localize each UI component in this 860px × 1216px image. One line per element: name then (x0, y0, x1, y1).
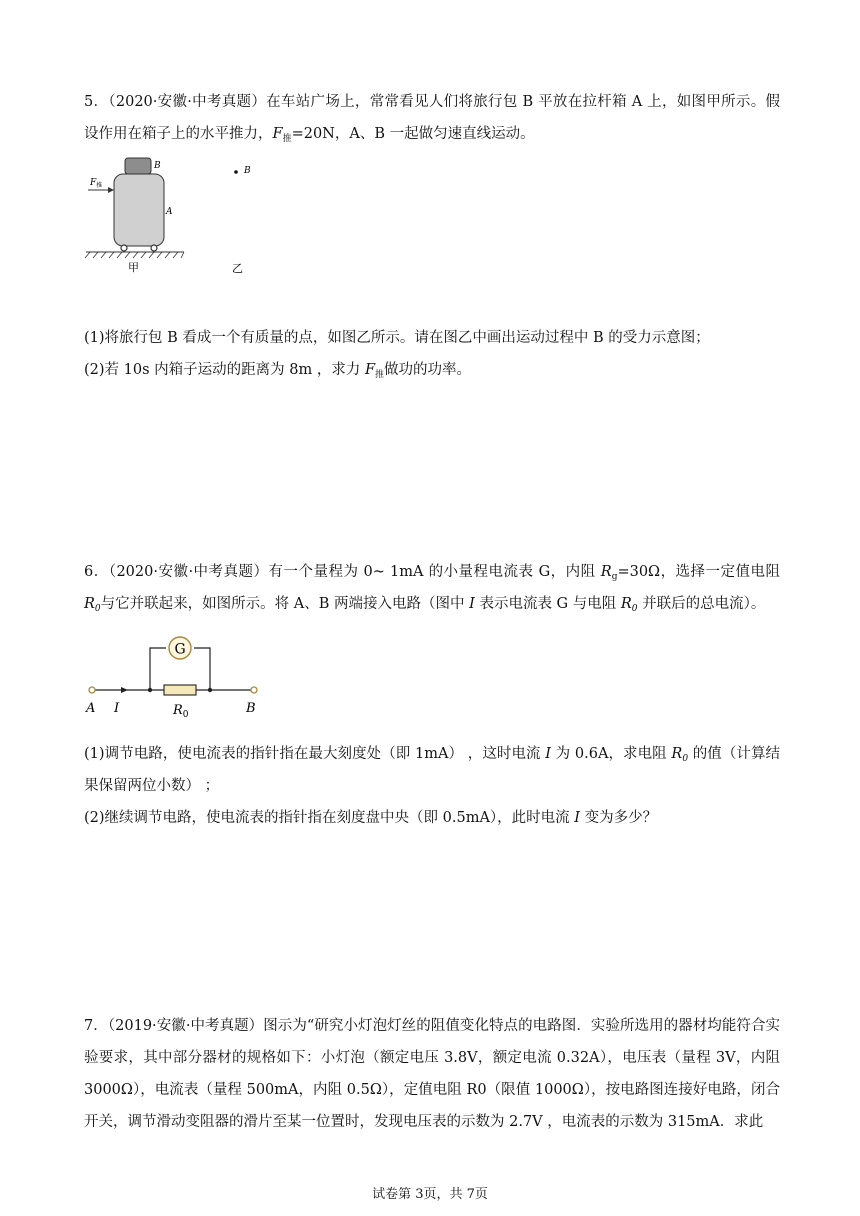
q5-stem: 5．（2020·安徽·中考真题）在车站广场上，常常看见人们将旅行包 B 平放在拉杆箱 A 上，如图甲所示。假设作用在箱子上的水平推力，$F_推=20N$，A、B 一起做匀速直线运动。 (84, 94, 780, 144)
wheel-right (151, 245, 157, 251)
label-r0: $R_0$ (173, 703, 189, 720)
terminal-b (251, 687, 257, 693)
q7-source: （2019·安徽·中考真题） (107, 1018, 264, 1034)
label-f-push: $F_推$ (90, 178, 103, 189)
current-arrow (121, 687, 128, 693)
q6-part2: (2)继续调节电路，使电流表的指针指在刻度盘中央（即 0.5mA），此时电流 I 变为多少？ (84, 810, 658, 826)
suitcase-a (114, 174, 164, 246)
q6-circuit (84, 630, 274, 720)
branch-wire-right (194, 648, 210, 690)
q5-part1: (1)将旅行包 B 看成一个有质量的点，如图乙所示。请在图乙中画出运动过程中 B 的受力示意图； (84, 330, 710, 346)
label-b: B (154, 161, 161, 171)
q5-source: （2020·安徽·中考真题） (108, 94, 267, 110)
q5-figure (84, 152, 274, 282)
label-i: I (114, 701, 120, 716)
branch-wire-left (150, 648, 166, 690)
q6-stem: 6．（2020·安徽·中考真题）有一个量程为 0~ 1mA 的小量程电流表 G，内阻 $R_g=30\Omega$，选择一定值电阻 $R_0$与它并联起来，如图所示。将 A、B 两端接入电路（图中 I 表示电流表 G 与电阻 $R_0$ 并联后的总电流）。 (84, 564, 781, 614)
wheel-left (121, 245, 127, 251)
terminal-a (89, 687, 95, 693)
label-a: A (166, 207, 173, 217)
page-footer: 试卷第 3页，共 7页 (372, 1187, 488, 1202)
label-jia: 甲 (128, 261, 139, 274)
q6-number: 6． (84, 564, 109, 580)
label-g: G (174, 641, 186, 658)
q6-part1: (1)调节电路，使电流表的指针指在最大刻度处（即 1mA） ，这时电流 I 为 0.6A，求电阻 $R_0$ 的值（计算结果保留两位小数） ； (84, 746, 781, 794)
q6-source: （2020·安徽·中考真题） (108, 564, 269, 580)
label-a: A (86, 701, 96, 716)
q7-number: 7． (84, 1018, 108, 1034)
q7-stem: 7．（2019·安徽·中考真题）图示为“研究小灯泡灯丝的阻值变化特点的电路图．实验所选用的器材均能符合实验要求，其中部分器材的规格如下：小灯泡（额定电压 3.8V，额定电流 0.32A），电压表（量程 3V，内阻 3000Ω），电流表（量程 500mA，内阻 0.5Ω），定值电阻 R0（限值 1000Ω），按电路图连接好电路，闭合开关，调节滑动变阻器的滑片至某一位置时，发现电压表的示数为 2.7V ，电流表的示数为 315mA．求此 (84, 1018, 780, 1130)
q5-part2: (2)若 10s 内箱子运动的距离为 8m ，求力 $F_推$做功的功率。 (84, 362, 472, 380)
ground-hatch (85, 252, 184, 258)
label-yi: 乙 (232, 262, 243, 275)
resistor-r0 (164, 685, 196, 695)
label-point-b: B (244, 166, 251, 176)
bag-b (125, 158, 151, 174)
push-arrow-head (108, 187, 114, 193)
q5-number: 5． (84, 94, 109, 110)
label-b: B (246, 701, 256, 716)
point-b (234, 170, 238, 174)
